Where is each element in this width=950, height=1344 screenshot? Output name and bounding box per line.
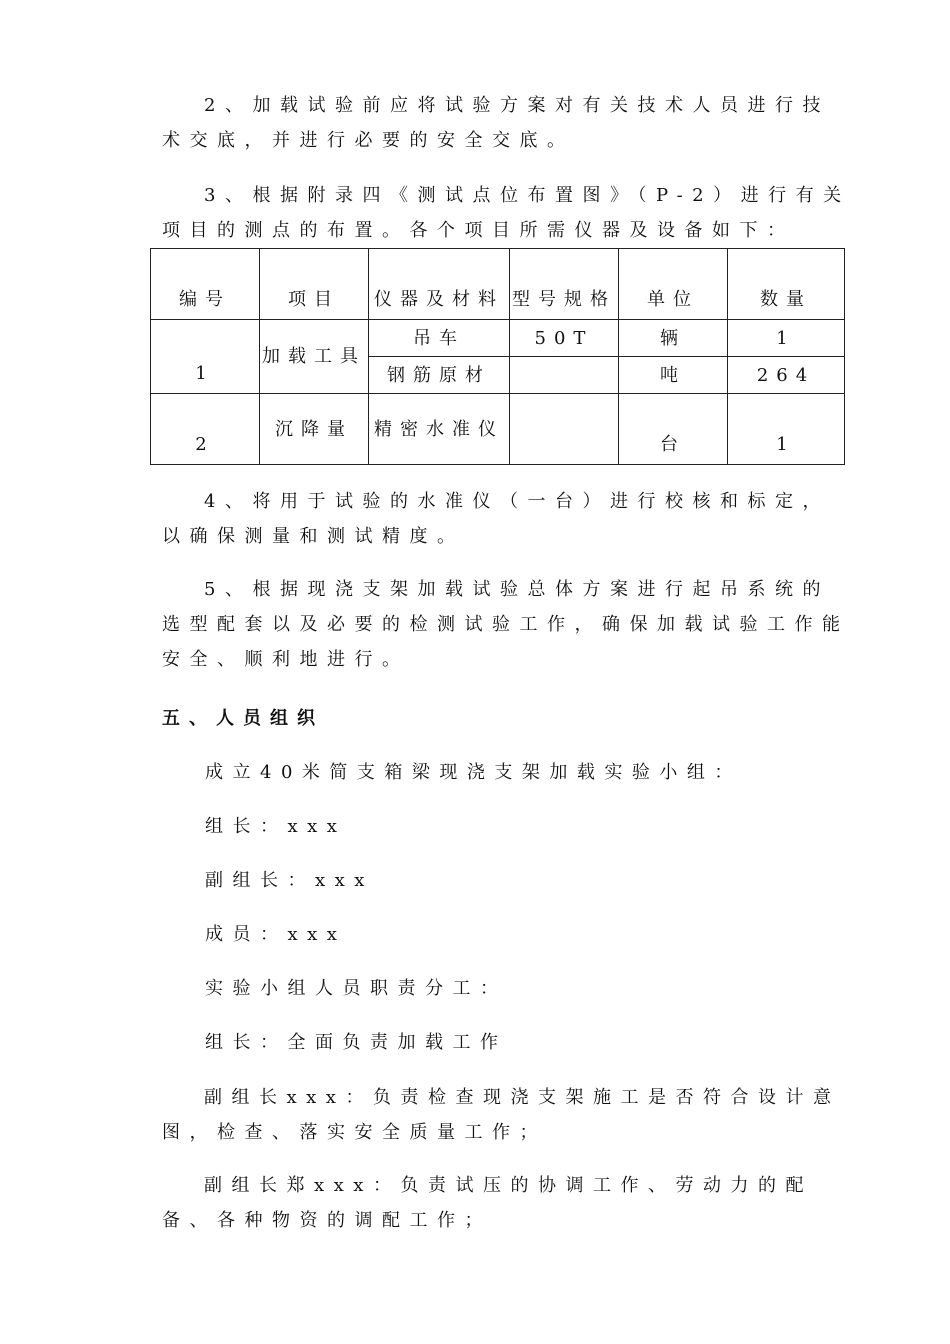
group-intro: 成立40米简支箱梁现浇支架加载实验小组：	[205, 762, 742, 783]
cell-unit: 吨	[619, 357, 728, 394]
header-qty: 数量	[728, 249, 845, 320]
paragraph-5: 5、根据现浇支架加载试验总体方案进行起吊系统的选型配套以及必要的检测试验工作，确保加载试验工作能安全、顺利地进行。	[162, 579, 850, 670]
cell-spec	[510, 394, 619, 465]
paragraph-3: 3、根据附录四《测试点位布置图》（P-2）进行有关项目的测点的布置。各个项目所需仪器及设备如下：	[162, 185, 851, 241]
cell-instrument: 精密水准仪	[369, 394, 510, 465]
cell-spec	[510, 357, 619, 394]
section-heading: 五、人员组织	[162, 708, 324, 729]
header-unit: 单位	[619, 249, 728, 320]
duties-title: 实验小组人员职责分工：	[205, 978, 508, 999]
cell-item: 加载工具	[260, 320, 369, 394]
table-row	[151, 320, 845, 357]
duty-leader: 组长：全面负责加载工作	[205, 1032, 508, 1053]
deputy-line: 副组长：xxx	[205, 870, 374, 891]
cell-no: 1	[151, 320, 260, 394]
cell-unit: 辆	[619, 320, 728, 357]
duty-deputy-1: 副组长xxx：负责检查现浇支架施工是否符合设计意图，检查、落实安全质量工作；	[162, 1087, 841, 1143]
paragraph-4: 4、将用于试验的水准仪（一台）进行校核和标定，以确保测量和测试精度。	[162, 491, 830, 547]
leader-line: 组长：xxx	[205, 816, 347, 837]
equipment-table	[150, 248, 845, 465]
cell-qty: 1	[728, 394, 845, 465]
header-spec: 型号规格	[510, 249, 619, 320]
paragraph-2: 2、加载试验前应将试验方案对有关技术人员进行技术交底，并进行必要的安全交底。	[162, 95, 830, 151]
cell-qty: 1	[728, 320, 845, 357]
cell-item: 沉降量	[260, 394, 369, 465]
cell-unit: 台	[619, 394, 728, 465]
header-instrument: 仪器及材料	[369, 249, 510, 320]
members-line: 成员：xxx	[205, 924, 347, 945]
header-no: 编号	[151, 249, 260, 320]
cell-instrument: 吊车	[369, 320, 510, 357]
cell-instrument: 钢筋原材	[369, 357, 510, 394]
duty-deputy-2: 副组长郑xxx：负责试压的协调工作、劳动力的配备、各种物资的调配工作；	[162, 1175, 813, 1231]
table-row	[151, 394, 845, 465]
cell-no: 2	[151, 394, 260, 465]
header-item: 项目	[260, 249, 369, 320]
cell-qty: 264	[728, 357, 845, 394]
cell-spec: 50T	[510, 320, 619, 357]
table-header-row	[151, 249, 845, 320]
